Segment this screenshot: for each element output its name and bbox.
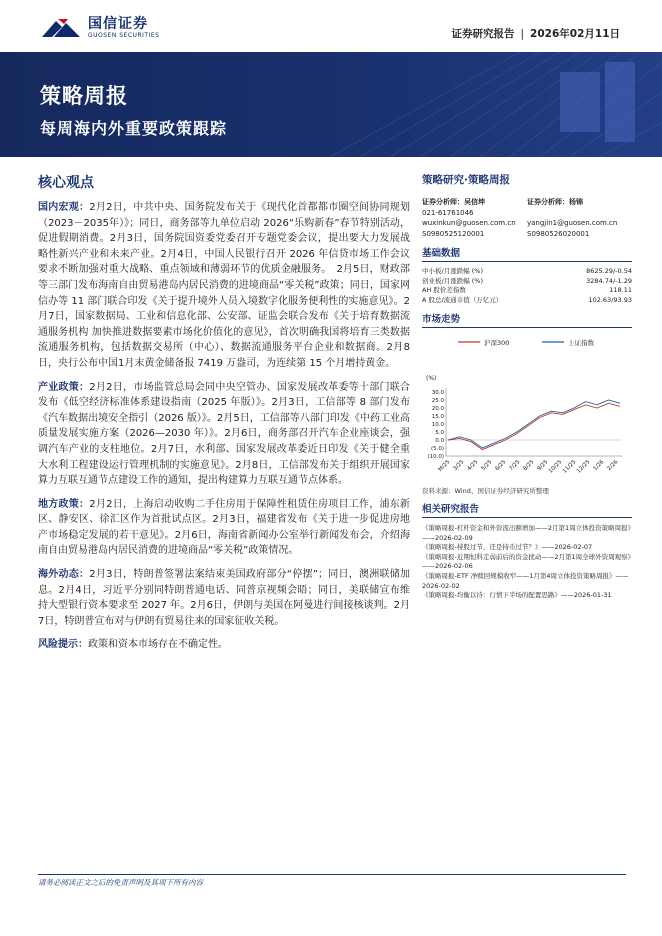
analyst-name: 吴信坤 bbox=[464, 198, 485, 206]
para-text: 2月2日，上海启动收购二手住房用于保障性租赁住房项目工作，浦东新区、静安区、徐汇区作为首批试点区。2月3日，福建省发布《关于进一步促进房地产市场稳定发展的若干意见》。2月6日，海南省新闻办公室举行新闻发布会，介绍海南自由贸易港岛内居民消费的进境商品“零关税”政策情况。 bbox=[38, 498, 410, 557]
legend-label: 上证指数 bbox=[568, 339, 594, 347]
analysts bbox=[422, 197, 632, 239]
x-tick-label: 2/26 bbox=[606, 459, 620, 473]
x-tick-label: 11/25 bbox=[561, 459, 578, 475]
x-tick-label: 4/25 bbox=[466, 459, 480, 473]
related-item[interactable]: 《策略周报-近期恒科走弱前后的资金扰动——2月第1周全球外资周观察》——2026-02-06 bbox=[422, 552, 631, 571]
report-date: 2026年02月11日 bbox=[530, 28, 620, 40]
para-label: 风险提示： bbox=[38, 639, 88, 651]
y-tick-label: 0.0 bbox=[435, 438, 444, 444]
logo-name-en: GUOSEN SECURITIES bbox=[88, 32, 160, 39]
header-meta: 证券研究报告 | 2026年02月11日 bbox=[451, 28, 620, 40]
market-chart bbox=[422, 332, 632, 484]
para-label: 海外动态： bbox=[38, 569, 90, 581]
banner-title: 策略周报 bbox=[40, 84, 128, 108]
analyst-cert: S0980525120001 bbox=[422, 229, 485, 238]
sidebar-title: 策略研究·策略周报 bbox=[422, 174, 510, 186]
logo-mark-icon bbox=[40, 15, 82, 41]
x-tick-label: 7/25 bbox=[508, 459, 522, 473]
basic-label: A 股总/流通市值（万亿元） bbox=[422, 295, 503, 304]
basic-row bbox=[422, 277, 632, 287]
y-tick-label: 25.0 bbox=[431, 398, 444, 404]
related-item[interactable]: 《策略周报-杠杆资金和外资流出额增加——2月第1周立体投资策略周报》——2026-02-09 bbox=[422, 524, 631, 542]
logo bbox=[40, 15, 159, 41]
y-tick-label: 15.0 bbox=[431, 414, 444, 420]
y-tick-label: 30.0 bbox=[431, 390, 444, 396]
footer-disclaimer: 请务必阅读正文之后的免责声明及其项下所有内容 bbox=[38, 878, 203, 887]
para-label: 地方政策： bbox=[38, 498, 90, 510]
sidebar bbox=[422, 172, 632, 601]
basic-value: 3284.74/-1.29 bbox=[586, 276, 632, 285]
analyst-email[interactable]: yangjin1@guosen.com.cn bbox=[527, 219, 618, 227]
basic-data-table bbox=[422, 267, 632, 305]
main-content bbox=[38, 172, 410, 661]
x-tick-label: M/25 bbox=[437, 459, 452, 474]
para-label: 产业政策： bbox=[38, 381, 90, 393]
x-tick-label: 6/25 bbox=[494, 459, 508, 473]
analyst-1 bbox=[422, 197, 527, 239]
title-banner bbox=[0, 52, 662, 157]
para-text: 政策和资本市场存在不确定性。 bbox=[88, 639, 228, 651]
related-title: 相关研究报告 bbox=[422, 501, 632, 518]
related-item[interactable]: 《策略周报-ETF 净赎回规模收窄——1月第4周立体投资策略周报》——2026-02-02 bbox=[422, 571, 629, 590]
series-line bbox=[448, 403, 620, 449]
x-tick-label: 1/26 bbox=[592, 459, 606, 473]
basic-label: AH 股价差指数 bbox=[422, 286, 466, 294]
y-tick-label: (5.0) bbox=[430, 446, 444, 452]
basic-value: 118.11 bbox=[609, 286, 632, 294]
x-tick-label: 12/25 bbox=[575, 459, 592, 475]
para-overseas bbox=[38, 567, 410, 629]
y-tick-label: (10.0) bbox=[427, 454, 444, 460]
x-tick-label: 8/25 bbox=[522, 459, 536, 473]
basic-row bbox=[422, 296, 632, 306]
para-industry-policy bbox=[38, 380, 410, 489]
analyst-2 bbox=[527, 197, 632, 239]
y-tick-label: 20.0 bbox=[431, 406, 444, 412]
analyst-label: 证券分析师： bbox=[527, 198, 569, 206]
footer-divider bbox=[38, 874, 626, 875]
analyst-phone bbox=[527, 208, 632, 219]
x-tick-label: 9/25 bbox=[536, 459, 550, 473]
section-title: 核心观点 bbox=[38, 175, 94, 191]
analyst-label: 证券分析师： bbox=[422, 198, 464, 206]
para-text: 2月3日，特朗普签署法案结束美国政府部分“停摆”；同日，澳洲联储加息。2月4日，习近平分别同特朗普通电话、同普京视频会晤；同日，美联储宣布维持大型银行资本要求至 2027 年。2月6日，伊朗与美国在阿曼进行间接核谈判。2月7日，特朗普宣布对与伊朗有贸易往来的国家征收关税。 bbox=[38, 569, 411, 627]
y-axis-label: (%) bbox=[426, 375, 437, 382]
x-tick-label: 5/25 bbox=[480, 459, 494, 473]
basic-label: 创业板/月涨跌幅 (%) bbox=[422, 276, 484, 285]
para-local-policy bbox=[38, 497, 410, 559]
basic-row bbox=[422, 267, 632, 277]
analyst-phone: 021-61761046 bbox=[422, 208, 474, 217]
basic-value: 102.63/93.93 bbox=[588, 295, 632, 304]
analyst-cert: S0980526020001 bbox=[527, 229, 590, 238]
basic-value: 8625.29/-0.54 bbox=[586, 267, 632, 275]
analyst-name: 杨锦 bbox=[569, 198, 583, 206]
related-list bbox=[422, 524, 632, 601]
x-tick-label: 10/25 bbox=[547, 459, 564, 475]
market-chart-svg bbox=[422, 332, 632, 484]
para-label: 国内宏观： bbox=[38, 202, 90, 213]
basic-label: 中小板/月涨跌幅 (%) bbox=[422, 267, 484, 275]
chart-source: 资料来源：Wind、国信证券经济研究所整理 bbox=[422, 487, 549, 495]
y-tick-label: 10.0 bbox=[431, 422, 444, 428]
banner-subtitle: 每周海内外重要政策跟踪 bbox=[40, 119, 228, 138]
basic-row bbox=[422, 286, 632, 296]
legend-label: 沪深300 bbox=[484, 339, 510, 347]
para-domestic-macro bbox=[38, 200, 410, 372]
market-trend-title: 市场走势 bbox=[422, 311, 632, 328]
para-text: 2月2日，市场监管总局会同中央空管办、国家发展改革委等十部门联合发布《低空经济标准体系建设指南（2025 年版）》。2月3日，工信部等 8 部门发布《汽车数据出境安全指引（2026 版）》。2月5日，工信部等八部门印发《中药工业高质量发展实施方案（2026—2030 年）》。2月6日，商务部召开汽车企业座谈会，强调汽车产业的支柱地位。2月7日，水利部、国家发展改革委近日印发《关于健全重大水利工程建设运行管理机制的实施意见》。2月8日，工信部发布关于组织开展国家算力互联互通节点建设工作的通知，提出构建算力互联互通节点体系。 bbox=[38, 381, 410, 487]
x-tick-label: 3/25 bbox=[452, 459, 466, 473]
para-risk bbox=[38, 637, 410, 653]
analyst-email[interactable]: wuxinkun@guosen.com.cn bbox=[422, 219, 516, 227]
para-text: 2月2日，中共中央、国务院发布关于《现代化首都都市圈空间协同规划（2023－2035年）》；同日，商务部等九单位启动 2026“乐购新春”春节特别活动，促进假期消费。2月3日，国务院国资委党委召开专题党委会议，提出要大力发展战略性新兴产业和未来产业。2月4日，中国人民银行召开 2026 年信贷市场工作会议要求不断加强对重大战略、重点领域和薄弱环节的优质金融服务。 2月5日，财政部等三部门发布海南自由贸易港岛内居民消费的进境商品“零关税”政策；同日，国家网信办等 11 部门联合印发《关于提升境外人员入境数字化服务便利性的实施意见》。2月7日，国家数据局、工业和信息化部、公安部、证监会联合发布《关于培育数据流通服务机构 加快推进数据要素市场化价值化的意见》，首次明确我国将培育三类数据流通服务机构，包括数据交易所（中心）、数据流通服务平台企业和数据商。2月8日，央行公布中国1月末黄金储备报 7419 万盎司，为连续第 15 个月增持黄金。 bbox=[38, 202, 410, 369]
basic-data-title: 基础数据 bbox=[422, 245, 632, 262]
related-item[interactable]: 《策略周报-持股过节，还是持币过节？》——2026-02-07 bbox=[422, 543, 593, 552]
related-item[interactable]: 《策略周报-均衡以待：行情下半场的配置思路》——2026-01-31 bbox=[422, 591, 612, 600]
report-type: 证券研究报告 bbox=[451, 28, 515, 40]
header bbox=[0, 0, 662, 52]
logo-name: 国信证券 bbox=[88, 16, 148, 32]
y-tick-label: 5.0 bbox=[435, 430, 444, 436]
